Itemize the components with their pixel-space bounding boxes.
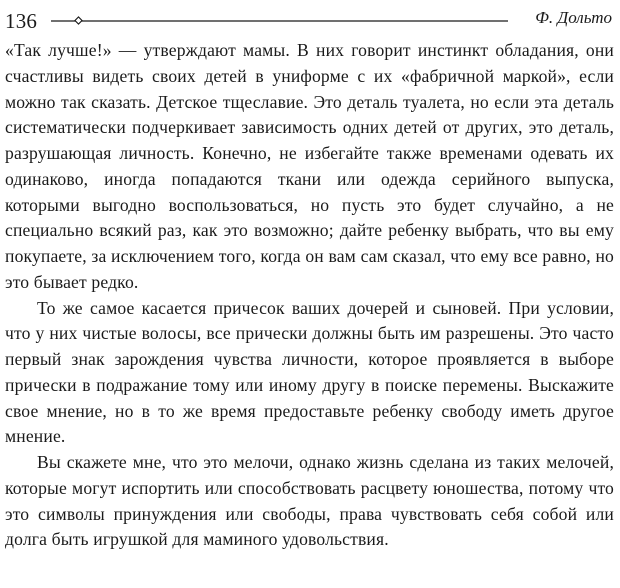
running-head-author: Ф. Дольто <box>535 8 612 27</box>
paragraph-3: Вы скажете мне, что это мелочи, однако жизнь сделана из таких мелочей, которые могут испортить или способствовать расцвету юношества, потому что это символы принуждения или свободы, права чувствовать себя собой или долга быть игрушкой для маминого удовольствия. <box>5 452 614 550</box>
body-text <box>5 38 614 553</box>
paragraph-2: То же самое касается причесок ваших дочерей и сыновей. При условии, что у них чистые волосы, все прически должны быть им разрешены. Это часто первый знак зарождения чувства личности, которое проявляется в выборе прически в подражание тому или иному другу в поиске перемены. Выскажите свое мнение, но в то же время предоставьте ребенку свободу иметь другое мнение. <box>5 297 614 447</box>
page-number: 136 <box>5 9 38 33</box>
header-rule-ornament <box>51 16 508 26</box>
paragraph-1: «Так лучше!» — утверждают мамы. В них говорит инстинкт обладания, они счастливы видеть своих детей в униформе с их «фабричной маркой», если можно так сказать. Детское тщеславие. Это деталь туалета, но если эта деталь систематически подчеркивает зависимость одних детей от других, это деталь, разрушающая личность. Конечно, не избегайте также временами одевать их одинаково, иногда попадаются ткани или одежда серийного выпуска, которыми выгодно воспользоваться, но пусть это будет случайно, а не специально всякий раз, как это возможно; дайте ребенку выбрать, что вы ему покупаете, за исключением того, когда он вам сам сказал, что ему все равно, но это бывает редко. <box>5 40 614 292</box>
page-header <box>5 4 614 34</box>
